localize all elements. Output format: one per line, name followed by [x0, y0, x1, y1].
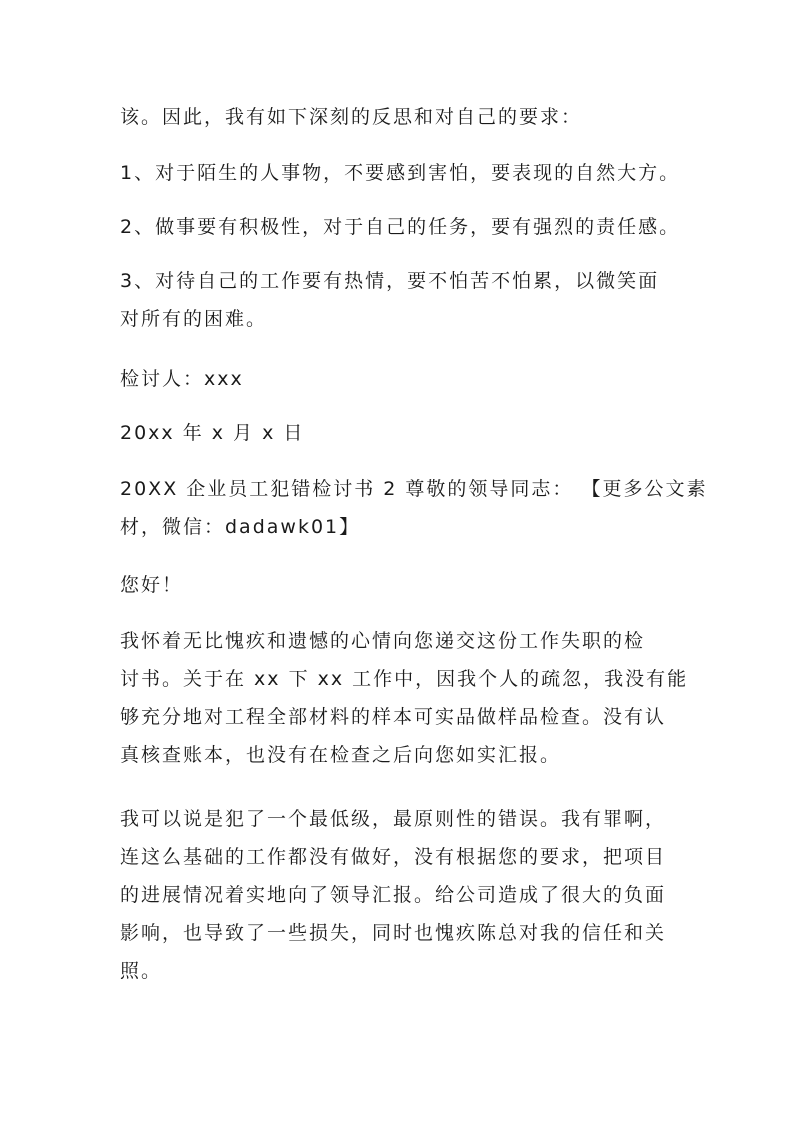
paragraph-line: 您好！	[120, 574, 184, 596]
paragraph-line: 2、做事要有积极性，对于自己的任务，要有强烈的责任感。	[120, 216, 681, 238]
paragraph-line: 20XX 企业员工犯错检讨书 2 尊敬的领导同志： 【更多公文素	[120, 478, 708, 500]
paragraph-error-admission	[120, 800, 680, 990]
paragraph-line: 该。因此，我有如下深刻的反思和对自己的要求：	[120, 106, 583, 128]
paragraph-line: 照。	[120, 960, 163, 982]
paragraph-reflection-intro	[120, 98, 680, 136]
paragraph-line: 的进展情况着实地向了领导汇报。给公司造成了很大的负面	[120, 884, 667, 906]
greeting	[120, 566, 680, 604]
paragraph-line: 20xx 年 x 月 x 日	[120, 422, 305, 444]
paragraph-line: 3、对待自己的工作要有热情，要不怕苦不怕累，以微笑面	[120, 270, 660, 292]
paragraph-apology	[120, 622, 689, 774]
paragraph-requirement-2	[120, 208, 680, 246]
paragraph-line: 我可以说是犯了一个最低级，最原则性的错误。我有罪啊，	[120, 808, 667, 830]
paragraph-line: 1、对于陌生的人事物，不要感到害怕，要表现的自然大方。	[120, 162, 681, 184]
signature-reviewer	[120, 360, 680, 398]
signature-date	[120, 414, 680, 452]
paragraph-line: 够充分地对工程全部材料的样本可实品做样品检查。没有认	[120, 706, 667, 728]
paragraph-line: 对所有的困难。	[120, 308, 268, 330]
paragraph-line: 我怀着无比愧疚和遗憾的心情向您递交这份工作失职的检	[120, 630, 646, 652]
second-letter-heading	[120, 470, 708, 546]
paragraph-line: 影响，也导致了一些损失，同时也愧疚陈总对我的信任和关	[120, 922, 667, 944]
paragraph-line: 检讨人：xxx	[120, 368, 244, 390]
paragraph-line: 材，微信：dadawk01】	[120, 516, 361, 538]
paragraph-line: 连这么基础的工作都没有做好，没有根据您的要求，把项目	[120, 846, 667, 868]
paragraph-requirement-3	[120, 262, 680, 338]
paragraph-line: 讨书。关于在 xx 下 xx 工作中，因我个人的疏忽，我没有能	[120, 668, 689, 690]
paragraph-requirement-1	[120, 154, 680, 192]
paragraph-line: 真核查账本，也没有在检查之后向您如实汇报。	[120, 744, 562, 766]
